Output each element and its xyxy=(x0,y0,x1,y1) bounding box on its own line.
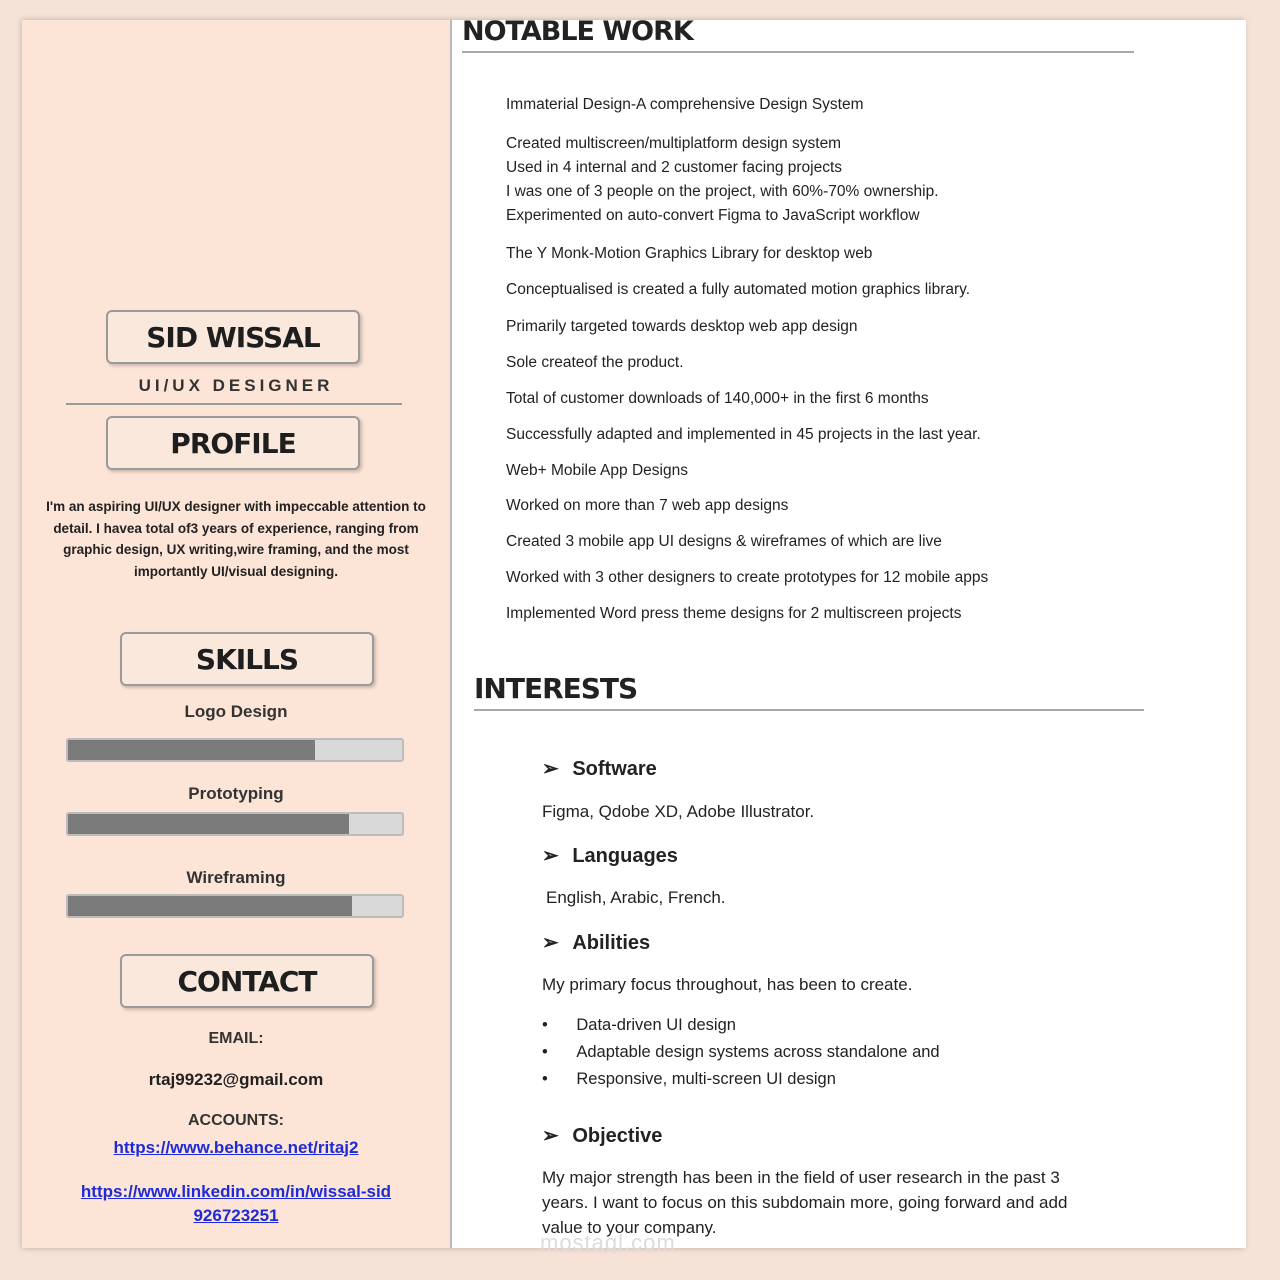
notable-work-line: Conceptualised is created a fully automated motion graphics library. xyxy=(506,281,971,298)
ability-bullet-text: Adaptable design systems across standalone and xyxy=(576,1043,940,1061)
arrow-icon: ➢ xyxy=(542,758,559,780)
contact-heading: CONTACT xyxy=(177,964,317,998)
notable-work-heading: NOTABLE WORK xyxy=(462,16,693,47)
contact-heading-box xyxy=(120,954,374,1008)
profile-heading-box xyxy=(106,416,360,470)
software-text: Figma, Qdobe XD, Adobe Illustrator. xyxy=(542,802,815,821)
languages-text: English, Arabic, French. xyxy=(546,888,726,907)
ability-bullet xyxy=(542,1016,736,1035)
sidebar xyxy=(22,20,450,1248)
behance-link[interactable]: https://www.behance.net/ritaj2 xyxy=(113,1138,359,1157)
accounts-label: ACCOUNTS: xyxy=(188,1112,284,1129)
bullet-icon: • xyxy=(542,1043,548,1061)
skills-heading-box xyxy=(120,632,374,686)
notable-work-line: Immaterial Design-A comprehensive Design System xyxy=(506,96,864,113)
abilities-heading xyxy=(542,930,650,955)
bullet-icon: • xyxy=(542,1070,548,1088)
email-value: rtaj99232@gmail.com xyxy=(148,1070,324,1089)
notable-work-line: Created multiscreen/multiplatform design system xyxy=(506,135,842,152)
software-title: Software xyxy=(572,758,657,780)
skill-bar xyxy=(66,738,404,762)
skill-bar-fill xyxy=(68,740,315,760)
profile-text: I'm an aspiring UI/UX designer with impeccable attention to detail. I havea total of3 years of experience, ranging from graphic design, UX writing,wire framing, and the most importantly UI/visual designing. xyxy=(46,499,426,579)
skill-label: Prototyping xyxy=(188,784,284,803)
languages-heading xyxy=(542,843,678,868)
skill-bar-fill xyxy=(68,896,352,916)
interests-rule xyxy=(474,709,1144,711)
skill-label: Wireframing xyxy=(186,868,286,887)
objective-line: value to your company. xyxy=(542,1218,717,1237)
skill-label: Logo Design xyxy=(184,702,288,721)
notable-work-line: I was one of 3 people on the project, with 60%-70% ownership. xyxy=(506,183,939,200)
objective-heading xyxy=(542,1123,662,1148)
notable-work-rule xyxy=(462,51,1134,53)
notable-work-line: Implemented Word press theme designs for 2 multiscreen projects xyxy=(506,605,962,622)
abilities-title: Abilities xyxy=(572,932,651,954)
abilities-text: My primary focus throughout, has been to create. xyxy=(542,975,913,994)
ability-bullet xyxy=(542,1070,836,1089)
email-label: EMAIL: xyxy=(208,1030,264,1047)
objective-title: Objective xyxy=(572,1125,663,1147)
name-divider xyxy=(66,403,402,405)
arrow-icon: ➢ xyxy=(542,1125,559,1147)
languages-title: Languages xyxy=(572,845,678,867)
objective-line: My major strength has been in the field of user research in the past 3 xyxy=(542,1168,1060,1187)
linkedin-link[interactable]: https://www.linkedin.com/in/wissal-sid 926723251 xyxy=(80,1182,392,1225)
interests-heading: INTERESTS xyxy=(474,672,638,705)
notable-work-line: Total of customer downloads of 140,000+ in the first 6 months xyxy=(506,390,929,407)
notable-work-line: Successfully adapted and implemented in 45 projects in the last year. xyxy=(506,426,981,443)
notable-work-line: The Y Monk-Motion Graphics Library for desktop web xyxy=(506,245,873,262)
notable-work-line: Experimented on auto-convert Figma to JavaScript workflow xyxy=(506,207,920,224)
arrow-icon: ➢ xyxy=(542,845,559,867)
skill-bar xyxy=(66,894,404,918)
bullet-icon: • xyxy=(542,1016,548,1034)
notable-work-line: Web+ Mobile App Designs xyxy=(506,462,688,479)
name-box xyxy=(106,310,360,364)
notable-work-line: Worked with 3 other designers to create prototypes for 12 mobile apps xyxy=(506,569,989,586)
notable-work-line: Worked on more than 7 web app designs xyxy=(506,497,789,514)
ability-bullet xyxy=(542,1043,940,1062)
profile-heading: PROFILE xyxy=(170,426,296,460)
ability-bullet-text: Responsive, multi-screen UI design xyxy=(576,1070,836,1088)
resume-page xyxy=(22,16,1244,1248)
job-title: UI/UX DESIGNER xyxy=(138,376,334,395)
software-heading xyxy=(542,756,657,781)
candidate-name: SID WISSAL xyxy=(146,320,320,354)
ability-bullet-text: Data-driven UI design xyxy=(576,1016,736,1034)
skill-bar-fill xyxy=(68,814,349,834)
main-content xyxy=(450,16,1246,1248)
arrow-icon: ➢ xyxy=(542,932,559,954)
skill-bar xyxy=(66,812,404,836)
objective-line: years. I want to focus on this subdomain more, going forward and add xyxy=(542,1193,1068,1212)
watermark: mostaql.com xyxy=(540,1230,676,1255)
skills-heading: SKILLS xyxy=(195,642,299,676)
notable-work-line: Created 3 mobile app UI designs & wireframes of which are live xyxy=(506,533,942,550)
notable-work-line: Used in 4 internal and 2 customer facing projects xyxy=(506,159,843,176)
notable-work-line: Primarily targeted towards desktop web app design xyxy=(506,318,858,335)
notable-work-line: Sole createof the product. xyxy=(506,354,684,371)
